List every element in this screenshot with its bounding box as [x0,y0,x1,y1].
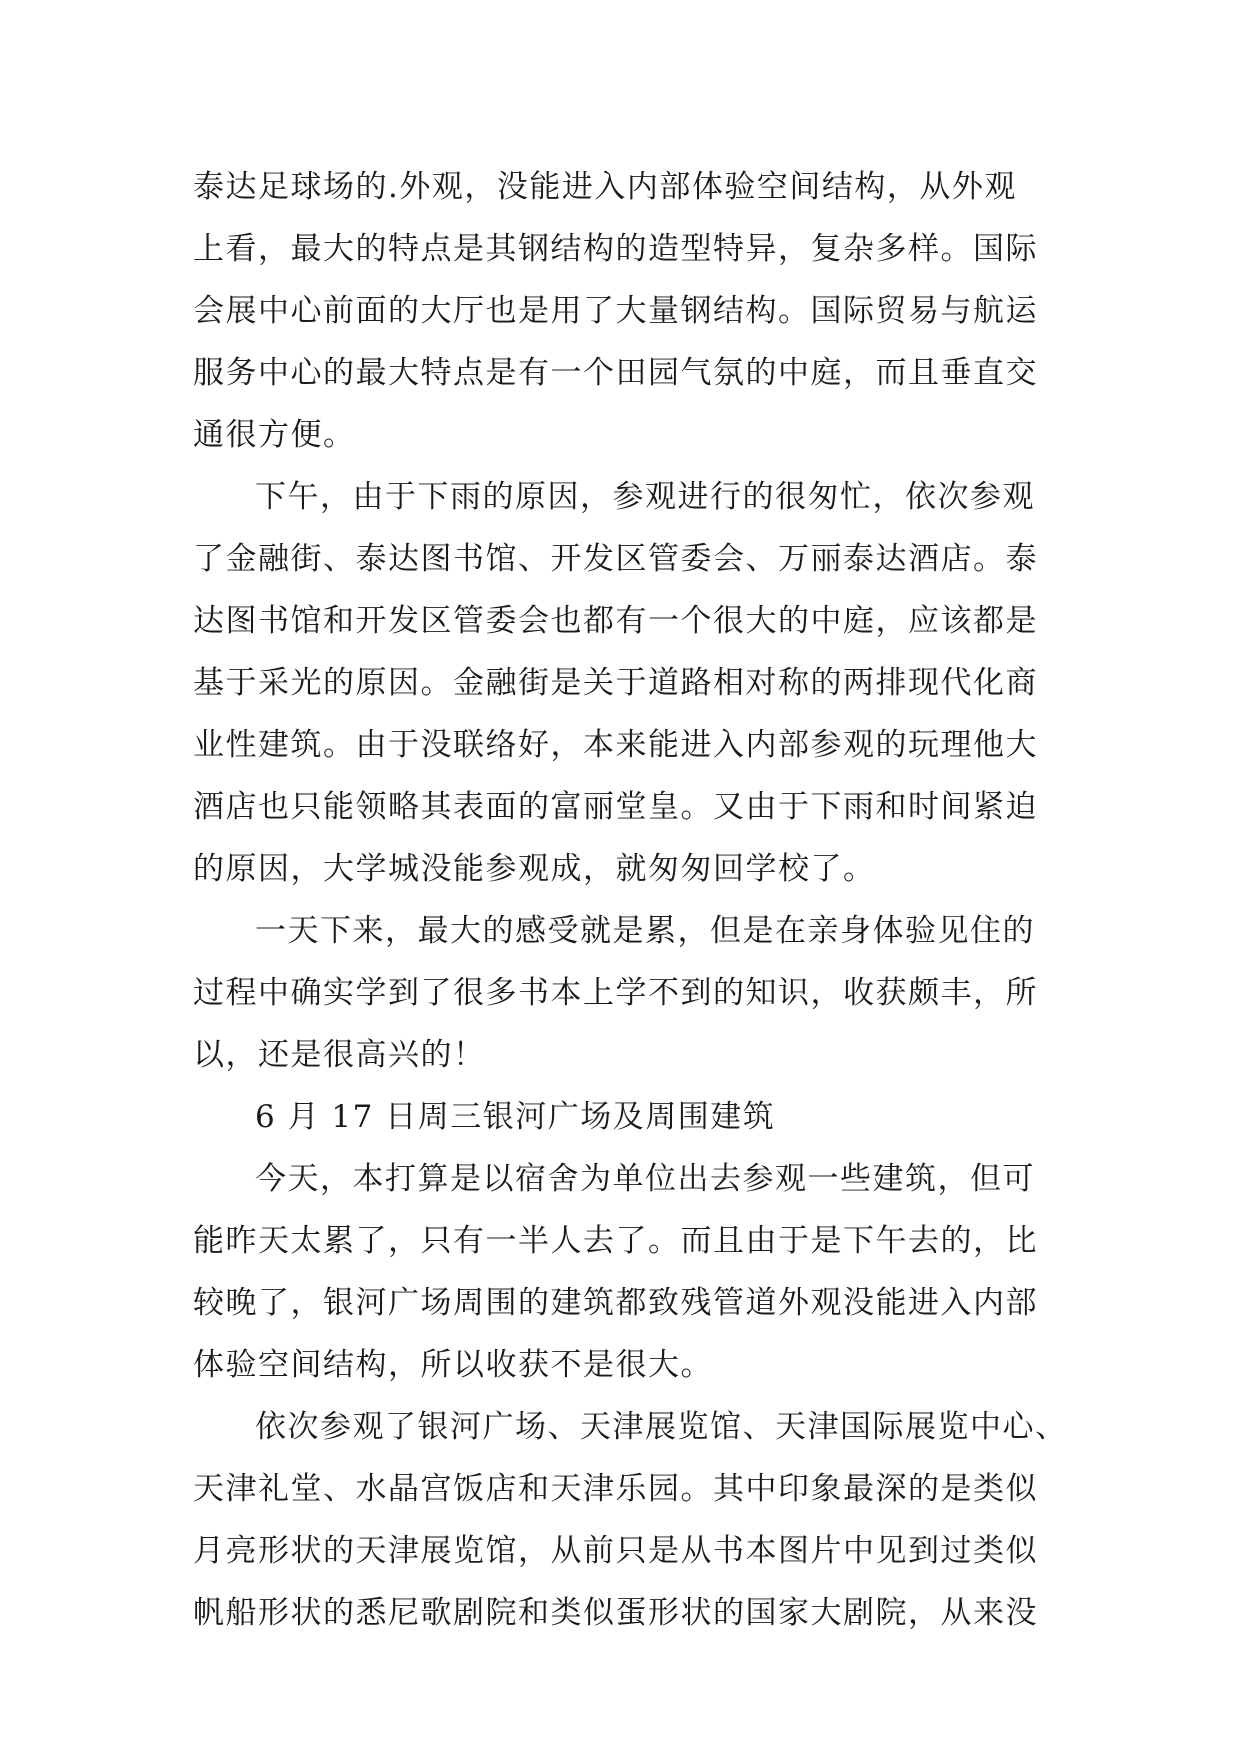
text-line: 酒店也只能领略其表面的富丽堂皇。又由于下雨和时间紧迫 [193,789,1038,825]
section-heading: 6 月 17 日周三银河广场及周围建筑 [255,1099,776,1135]
text-line: 以，还是很高兴的！ [193,1037,486,1073]
text-line: 能昨天太累了，只有一半人去了。而且由于是下午去的，比 [193,1223,1038,1259]
text-line: 通很方便。 [193,417,356,453]
text-line: 会展中心前面的大厅也是用了大量钢结构。国际贸易与航运 [193,293,1038,329]
paragraph-first-line: 今天，本打算是以宿舍为单位出去参观一些建筑，但可 [255,1161,1035,1197]
text-line: 业性建筑。由于没联络好，本来能进入内部参观的玩理他大 [193,727,1038,763]
text-line: 的原因，大学城没能参观成，就匆匆回学校了。 [193,851,876,887]
text-line: 达图书馆和开发区管委会也都有一个很大的中庭，应该都是 [193,603,1038,639]
text-line: 上看，最大的特点是其钢结构的造型特异，复杂多样。国际 [193,231,1038,267]
paragraph-first-line: 依次参观了银河广场、天津展览馆、天津国际展览中心、 [255,1409,1068,1445]
text-line: 泰达足球场的.外观，没能进入内部体验空间结构，从外观 [193,169,1017,205]
text-line: 月亮形状的天津展览馆，从前只是从书本图片中见到过类似 [193,1533,1038,1569]
paragraph-first-line: 下午，由于下雨的原因，参观进行的很匆忙，依次参观 [255,479,1035,515]
text-line: 服务中心的最大特点是有一个田园气氛的中庭，而且垂直交 [193,355,1038,391]
document-body [193,156,1068,1644]
text-line: 天津礼堂、水晶宫饭店和天津乐园。其中印象最深的是类似 [193,1471,1038,1507]
paragraph-first-line: 一天下来，最大的感受就是累，但是在亲身体验见住的 [255,913,1035,949]
text-line: 体验空间结构，所以收获不是很大。 [193,1347,713,1383]
text-line: 帆船形状的悉尼歌剧院和类似蛋形状的国家大剧院，从来没 [193,1595,1038,1631]
text-line: 基于采光的原因。金融街是关于道路相对称的两排现代化商 [193,665,1038,701]
text-line: 过程中确实学到了很多书本上学不到的知识，收获颇丰，所 [193,975,1038,1011]
text-line: 了金融街、泰达图书馆、开发区管委会、万丽泰达酒店。泰 [193,541,1038,577]
text-line: 较晚了，银河广场周围的建筑都致残管道外观没能进入内部 [193,1285,1038,1321]
